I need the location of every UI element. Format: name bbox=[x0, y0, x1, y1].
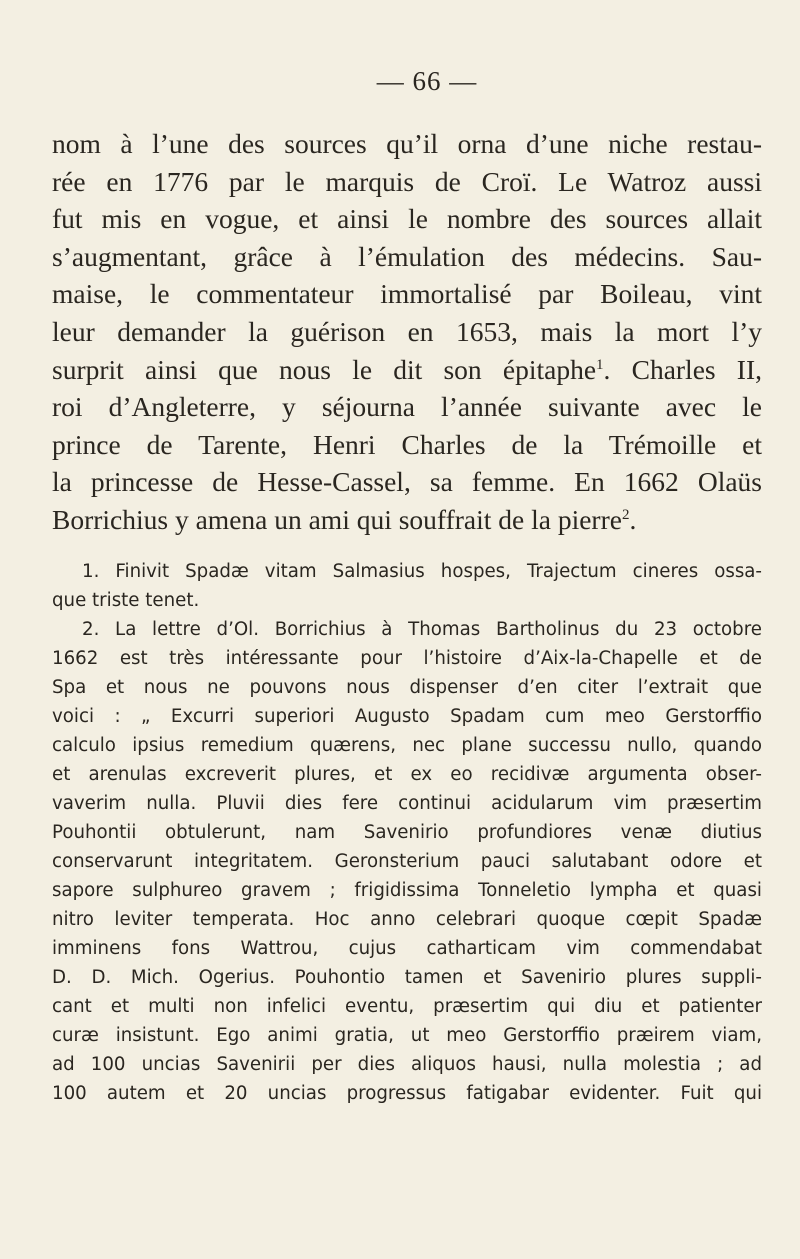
footnote-ref-2: 2 bbox=[621, 506, 630, 523]
footnote-2-line: Spa et nous ne pouvons nous dispenser d’en citer l’extrait que bbox=[52, 676, 762, 698]
body-line-9: prince de Tarente, Henri Charles de la Trémoille et bbox=[52, 428, 762, 460]
footnote-2-line: cant et multi non infelici eventu, præsertim qui diu et patienter bbox=[52, 995, 762, 1017]
footnote-2-line: imminens fons Wattrou, cujus catharticam vim commendabat bbox=[52, 937, 762, 959]
body-line-8: roi d’Angleterre, y séjourna l’année suivante avec le bbox=[52, 391, 762, 423]
body-line-10: la princesse de Hesse-Cassel, sa femme. En 1662 Olaüs bbox=[52, 466, 762, 498]
body-line-4: s’augmentant, grâce à l’émulation des médecins. Sau- bbox=[52, 240, 762, 272]
body-line-5: maise, le commentateur immortalisé par Boileau, vint bbox=[52, 278, 762, 310]
footnote-2-line: calculo ipsius remedium quærens, nec plane successu nullo, quando bbox=[52, 734, 762, 756]
footnote-2-line: conservarunt integritatem. Geronsterium pauci salutabant odore et bbox=[52, 850, 762, 872]
footnote-2-line: D. D. Mich. Ogerius. Pouhontio tamen et Savenirio plures suppli- bbox=[52, 966, 762, 988]
body-line-6: leur demander la guérison en 1653, mais la mort l’y bbox=[52, 315, 762, 347]
footnote-2-line: curæ insistunt. Ego animi gratia, ut meo Gerstorffio præirem viam, bbox=[52, 1024, 762, 1046]
body-line-11-text: Borrichius y amena un ami qui souffrait de la pierre bbox=[52, 503, 622, 535]
body-text bbox=[52, 125, 762, 539]
footnote-1 bbox=[52, 557, 762, 615]
footnote-1-line: 1. Finivit Spadæ vitam Salmasius hospes, Trajectum cineres ossa- bbox=[82, 560, 762, 582]
body-line-7-text: surprit ainsi que nous le dit son épitaphe bbox=[52, 353, 597, 385]
footnote-2-line: sapore sulphureo gravem ; frigidissima Tonneletio lympha et quasi bbox=[52, 879, 762, 901]
body-line-7-tail: . Charles II, bbox=[603, 353, 762, 385]
page-number: — 66 — bbox=[376, 66, 478, 96]
body-line-7 bbox=[52, 351, 762, 389]
footnote-2-line: 100 autem et 20 uncias progressus fatigabar evidenter. Fuit qui bbox=[52, 1082, 762, 1104]
body-line-3: fut mis en vogue, et ainsi le nombre des sources allait bbox=[52, 203, 762, 235]
footnote-1-line: que triste tenet. bbox=[52, 589, 200, 611]
footnote-2-line: nitro leviter temperata. Hoc anno celebrari quoque cœpit Spadæ bbox=[52, 908, 762, 930]
body-line-11-tail: . bbox=[629, 503, 637, 535]
footnote-2-line: 2. La lettre d’Ol. Borrichius à Thomas Bartholinus du 23 octobre bbox=[82, 618, 762, 640]
footnotes bbox=[52, 557, 762, 1108]
footnote-ref-1: 1 bbox=[596, 356, 604, 373]
footnote-2-line: 1662 est très intéressante pour l’histoire d’Aix-la-Chapelle et de bbox=[52, 647, 762, 669]
footnote-2-line: vaverim nulla. Pluvii dies fere continui acidularum vim præsertim bbox=[52, 792, 762, 814]
body-line-1: nom à l’une des sources qu’il orna d’une niche restau- bbox=[52, 128, 762, 159]
footnote-2 bbox=[52, 615, 762, 1108]
body-line-2: rée en 1776 par le marquis de Croï. Le Watroz aussi bbox=[52, 165, 762, 197]
footnote-2-line: voici : „ Excurri superiori Augusto Spadam cum meo Gerstorffio bbox=[52, 705, 762, 727]
body-line-11 bbox=[52, 501, 762, 539]
footnote-2-line: ad 100 uncias Savenirii per dies aliquos hausi, nulla molestia ; ad bbox=[52, 1053, 762, 1075]
footnote-2-line: et arenulas excreverit plures, et ex eo recidivæ argumenta obser- bbox=[52, 763, 762, 785]
footnote-2-line: Pouhontii obtulerunt, nam Savenirio profundiores venæ diutius bbox=[52, 821, 762, 843]
